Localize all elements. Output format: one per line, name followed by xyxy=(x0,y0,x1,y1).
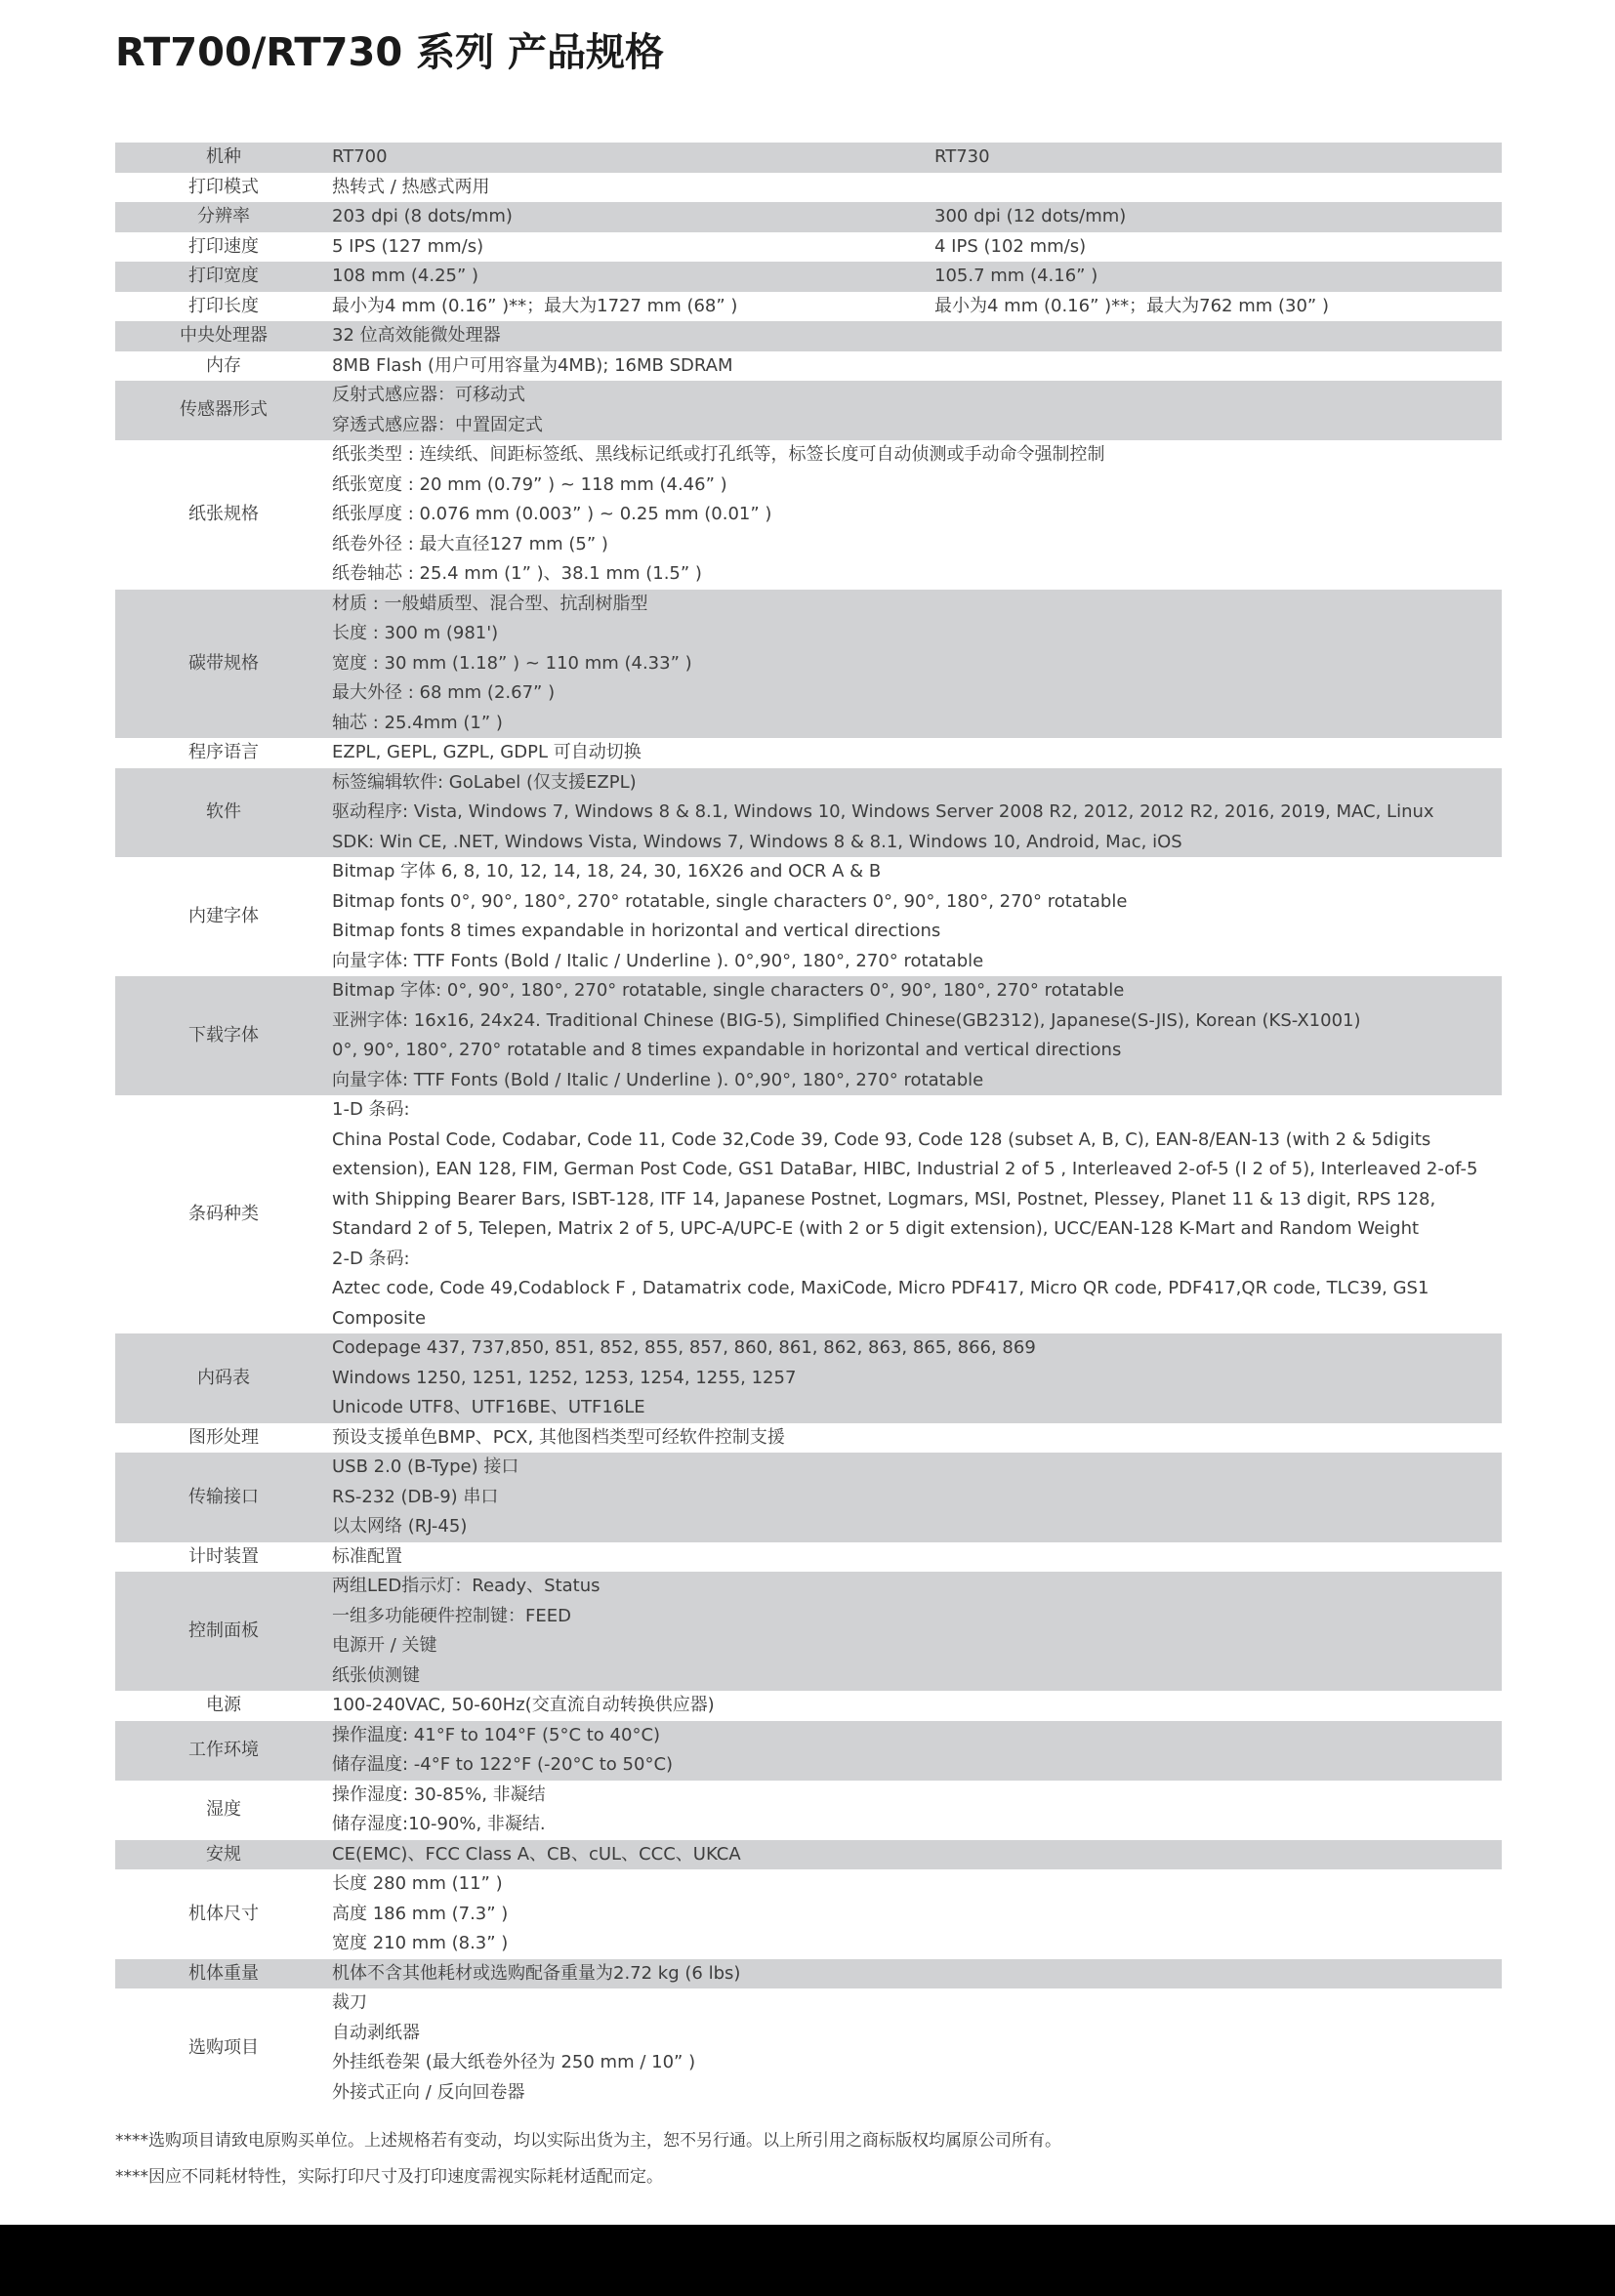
spec-row-values xyxy=(332,321,1502,351)
spec-value-line: 亚洲字体: 16x16, 24x24. Traditional Chinese (BIG-5), Simplified Chinese(GB2312), Japanese(S-JIS), Korean (KS-X1001) xyxy=(332,1009,1361,1031)
spec-row-values xyxy=(332,1781,1502,1840)
spec-row-software xyxy=(115,768,1502,858)
spec-row-label: 机体尺寸 xyxy=(188,1903,259,1924)
spec-row-ribbon-spec xyxy=(115,590,1502,739)
spec-row-label: 内存 xyxy=(206,354,241,376)
spec-value-line: 外挂纸卷架 (最大纸卷外径为 250 mm / 10” ) xyxy=(332,2052,696,2072)
spec-value-col1: 5 IPS (127 mm/s) xyxy=(332,235,484,257)
spec-row-values xyxy=(332,1423,1502,1454)
spec-row-label: 内码表 xyxy=(197,1367,250,1388)
footer-bar xyxy=(0,2225,1615,2296)
spec-row-printer-language xyxy=(115,738,1502,768)
spec-row-label: 传感器形式 xyxy=(180,399,268,421)
spec-row-label: 中央处理器 xyxy=(180,325,268,346)
spec-row-label: 打印长度 xyxy=(188,295,259,316)
spec-value-line: 2-D 条码: xyxy=(332,1248,410,1269)
spec-value-line: 1-D 条码: xyxy=(332,1099,410,1120)
spec-row-label: 打印宽度 xyxy=(188,266,259,286)
spec-row-values xyxy=(332,232,1502,263)
spec-row-cpu xyxy=(115,321,1502,351)
spec-value-line: 一组多功能硬件控制键：FEED xyxy=(332,1605,571,1626)
spec-value-line: 自动剥纸器 xyxy=(332,2022,420,2043)
spec-value-line: 纸张宽度 : 20 mm (0.79” ) ~ 118 mm (4.46” ) xyxy=(332,473,727,495)
spec-row-label: 控制面板 xyxy=(188,1620,259,1641)
spec-value-line: 两组LED指示灯：Ready、Status xyxy=(332,1576,600,1596)
footnote-options: ****选购项目请致电原购买单位。上述规格若有变动，均以实际出货为主，恕不另行通。以上所引用之商标版权均属原公司所有。 xyxy=(115,2131,1061,2151)
spec-table xyxy=(115,143,1502,2108)
spec-value-line: 纸张厚度 : 0.076 mm (0.003” ) ~ 0.25 mm (0.01” ) xyxy=(332,504,772,524)
spec-value-line: 标签编辑软件: GoLabel (仅支援EZPL) xyxy=(332,771,637,793)
spec-row-label: 内建字体 xyxy=(188,905,259,926)
spec-row-values xyxy=(332,1869,1502,1959)
spec-value-line: 外接式正向 / 反向回卷器 xyxy=(332,2081,525,2103)
spec-row-values xyxy=(332,440,1502,590)
spec-value-line: 长度 : 300 m (981') xyxy=(332,623,499,643)
spec-row-values xyxy=(332,1988,1502,2108)
spec-value-line: 热转式 / 热感式两用 xyxy=(332,176,490,197)
footnotes xyxy=(115,2123,1502,2195)
spec-row-print-width xyxy=(115,262,1502,292)
spec-row-print-speed xyxy=(115,232,1502,263)
spec-row-label: 打印模式 xyxy=(188,176,259,197)
spec-value-col2: 4 IPS (102 mm/s) xyxy=(934,235,1087,257)
spec-value-line: EZPL, GEPL, GZPL, GDPL 可自动切换 xyxy=(332,742,642,762)
spec-row-values xyxy=(332,857,1502,976)
spec-row-values xyxy=(332,590,1502,739)
spec-value-line: USB 2.0 (B-Type) 接口 xyxy=(332,1456,519,1477)
spec-row-interfaces xyxy=(115,1453,1502,1542)
spec-row-values xyxy=(332,738,1502,768)
spec-value-line: 高度 186 mm (7.3” ) xyxy=(332,1903,509,1924)
spec-value-line: 纸卷外径 : 最大直径127 mm (5” ) xyxy=(332,533,608,554)
spec-value-col2: RT730 xyxy=(934,146,990,167)
spec-value-line: 裁刀 xyxy=(332,1992,367,2013)
spec-row-graphics xyxy=(115,1423,1502,1454)
spec-row-machine-type xyxy=(115,143,1502,173)
spec-value-line: Bitmap 字体: 0°, 90°, 180°, 270° rotatable, single characters 0°, 90°, 180°, 270° rotatable xyxy=(332,980,1125,1001)
page-title: RT700/RT730 系列 产品规格 xyxy=(115,30,665,75)
spec-row-environment xyxy=(115,1721,1502,1781)
spec-value-line: 向量字体: TTF Fonts (Bold / Italic / Underline ). 0°,90°, 180°, 270° rotatable xyxy=(332,950,984,971)
spec-value-line: 电源开 / 关键 xyxy=(332,1635,437,1656)
spec-row-weight xyxy=(115,1959,1502,1989)
spec-row-resolution xyxy=(115,202,1502,232)
spec-row-dimensions xyxy=(115,1869,1502,1959)
spec-row-barcodes xyxy=(115,1095,1502,1333)
spec-value-line: 机体不含其他耗材或选购配备重量为2.72 kg (6 lbs) xyxy=(332,1962,741,1984)
spec-row-rtc xyxy=(115,1542,1502,1573)
spec-value-col1: 108 mm (4.25” ) xyxy=(332,266,479,286)
spec-value-line: 宽度 210 mm (8.3” ) xyxy=(332,1933,509,1953)
spec-row-values xyxy=(332,976,1502,1095)
spec-row-agency-approvals xyxy=(115,1840,1502,1870)
spec-value-col1: 203 dpi (8 dots/mm) xyxy=(332,206,513,226)
spec-row-label: 湿度 xyxy=(206,1798,241,1820)
spec-row-label: 计时装置 xyxy=(188,1545,259,1567)
spec-row-values xyxy=(332,1095,1502,1333)
spec-value-line: 纸卷轴芯 : 25.4 mm (1” )、38.1 mm (1.5” ) xyxy=(332,563,702,584)
spec-value-line: 轴芯 : 25.4mm (1” ) xyxy=(332,712,503,733)
spec-value-line: 宽度 : 30 mm (1.18” ) ~ 110 mm (4.33” ) xyxy=(332,652,692,674)
spec-row-memory xyxy=(115,351,1502,382)
spec-row-options xyxy=(115,1988,1502,2108)
spec-row-label: 机种 xyxy=(206,146,241,167)
spec-value-line: RS-232 (DB-9) 串口 xyxy=(332,1486,499,1507)
spec-row-label: 分辨率 xyxy=(197,206,250,226)
spec-row-label: 工作环境 xyxy=(188,1739,259,1760)
spec-row-codepages xyxy=(115,1333,1502,1423)
spec-value-line: 最大外径 : 68 mm (2.67” ) xyxy=(332,682,556,703)
spec-row-values xyxy=(332,381,1502,440)
footnote-media: ****因应不同耗材特性，实际打印尺寸及打印速度需视实际耗材适配而定。 xyxy=(115,2167,663,2187)
spec-value-line: 驱动程序: Vista, Windows 7, Windows 8 & 8.1, Windows 10, Windows Server 2008 R2, 2012, 2012 R2, 2016, 2019, MAC, Linux xyxy=(332,801,1434,822)
spec-row-label: 图形处理 xyxy=(188,1426,259,1448)
spec-row-values xyxy=(332,1721,1502,1781)
spec-row-values xyxy=(332,1572,1502,1691)
spec-value-line: 操作温度: 41°F to 104°F (5°C to 40°C) xyxy=(332,1724,661,1745)
spec-value-line: Unicode UTF8、UTF16BE、UTF16LE xyxy=(332,1397,645,1417)
spec-value-line: China Postal Code, Codabar, Code 11, Code 32,Code 39, Code 93, Code 128 (subset A, B, C), EAN-8/EAN-13 (with 2 & 5digits extension), EAN 128, FIM, German Post Code, GS1 DataBar, HIBC, Industrial 2 of 5 , Interleaved 2-of-5 (I 2 of 5), Interleaved 2-of-5 with Shipping Bearer Bars, ISBT-128, ITF 14, Japanese Postnet, Logmars, MSI, Postnet, Plessey, Planet 11 & 13 digit, RPS 128, Standard 2 of 5, Telepen, Matrix 2 of 5, UPC-A/UPC-E (with 2 or 5 digit extension), UCC/EAN-128 K-Mart and Random Weight xyxy=(332,1128,1478,1239)
spec-row-values xyxy=(332,262,1502,292)
spec-row-label: 机体重量 xyxy=(188,1962,259,1984)
spec-row-humidity xyxy=(115,1781,1502,1840)
spec-row-power xyxy=(115,1691,1502,1721)
spec-value-line: 操作湿度: 30-85%, 非凝结 xyxy=(332,1784,546,1805)
spec-value-line: Windows 1250, 1251, 1252, 1253, 1254, 1255, 1257 xyxy=(332,1367,797,1388)
spec-row-values xyxy=(332,1691,1502,1721)
spec-value-line: 预设支援单色BMP、PCX, 其他图档类型可经软件控制支援 xyxy=(332,1426,785,1448)
spec-row-values xyxy=(332,202,1502,232)
spec-row-control-panel xyxy=(115,1572,1502,1691)
spec-value-line: 储存温度: -4°F to 122°F (-20°C to 50°C) xyxy=(332,1754,674,1775)
spec-value-line: Bitmap 字体 6, 8, 10, 12, 14, 18, 24, 30, 16X26 and OCR A & B xyxy=(332,861,882,882)
spec-row-print-length xyxy=(115,292,1502,322)
spec-row-label: 程序语言 xyxy=(188,742,259,762)
spec-row-values xyxy=(332,351,1502,382)
spec-row-label: 电源 xyxy=(206,1695,241,1715)
spec-row-label: 传输接口 xyxy=(188,1486,259,1507)
spec-row-download-fonts xyxy=(115,976,1502,1095)
spec-row-sensors xyxy=(115,381,1502,440)
spec-value-line: Bitmap fonts 0°, 90°, 180°, 270° rotatable, single characters 0°, 90°, 180°, 270° rotatable xyxy=(332,890,1128,912)
spec-row-values xyxy=(332,1959,1502,1989)
spec-value-line: 材质 : 一般蜡质型、混合型、抗刮树脂型 xyxy=(332,593,648,614)
spec-row-label: 选购项目 xyxy=(188,2036,259,2058)
spec-value-line: 反射式感应器：可移动式 xyxy=(332,385,525,405)
spec-value-line: 8MB Flash (用户可用容量为4MB); 16MB SDRAM xyxy=(332,354,733,376)
spec-row-print-mode xyxy=(115,173,1502,203)
spec-value-line: Aztec code, Code 49,Codablock F , Datamatrix code, MaxiCode, Micro PDF417, Micro QR code, PDF417,QR code, TLC39, GS1 Composite xyxy=(332,1278,1429,1329)
spec-row-resident-fonts xyxy=(115,857,1502,976)
spec-row-label: 碳带规格 xyxy=(188,652,259,674)
spec-row-values xyxy=(332,1840,1502,1870)
spec-value-line: SDK: Win CE, .NET, Windows Vista, Windows 7, Windows 8 & 8.1, Windows 10, Android, Mac, iOS xyxy=(332,831,1182,852)
spec-row-label: 纸张规格 xyxy=(188,504,259,524)
spec-value-line: 长度 280 mm (11” ) xyxy=(332,1873,503,1894)
spec-value-line: 纸张类型 : 连续纸、间距标签纸、黑线标记纸或打孔纸等，标签长度可自动侦测或手动命令强制控制 xyxy=(332,444,1105,465)
spec-value-line: 穿透式感应器：中置固定式 xyxy=(332,414,543,435)
spec-row-values xyxy=(332,1453,1502,1542)
spec-value-line: 储存湿度:10-90%, 非凝结. xyxy=(332,1814,546,1834)
spec-value-line: CE(EMC)、FCC Class A、CB、cUL、CCC、UKCA xyxy=(332,1843,741,1865)
spec-value-col1: RT700 xyxy=(332,146,388,167)
spec-value-line: Bitmap fonts 8 times expandable in horizontal and vertical directions xyxy=(332,921,941,941)
spec-value-col2: 300 dpi (12 dots/mm) xyxy=(934,206,1127,226)
spec-value-col2: 最小为4 mm (0.16” )**；最大为762 mm (30” ) xyxy=(934,295,1329,316)
spec-value-line: Codepage 437, 737,850, 851, 852, 855, 857, 860, 861, 862, 863, 865, 866, 869 xyxy=(332,1337,1036,1358)
spec-value-line: 纸张侦测键 xyxy=(332,1664,420,1686)
spec-row-values xyxy=(332,768,1502,858)
spec-row-label: 下载字体 xyxy=(188,1024,259,1046)
spec-row-values xyxy=(332,1542,1502,1573)
spec-value-line: 标准配置 xyxy=(332,1545,402,1567)
spec-row-label: 条码种类 xyxy=(188,1203,259,1224)
spec-value-line: 以太网络 (RJ-45) xyxy=(332,1516,468,1537)
spec-row-values xyxy=(332,1333,1502,1423)
spec-row-label: 打印速度 xyxy=(188,235,259,257)
spec-row-label: 软件 xyxy=(206,801,241,822)
spec-value-line: 0°, 90°, 180°, 270° rotatable and 8 times expandable in horizontal and vertical directions xyxy=(332,1040,1122,1060)
spec-row-values xyxy=(332,292,1502,322)
spec-row-media-spec xyxy=(115,440,1502,590)
spec-row-values xyxy=(332,173,1502,203)
spec-value-col2: 105.7 mm (4.16” ) xyxy=(934,266,1098,286)
spec-value-line: 向量字体: TTF Fonts (Bold / Italic / Underline ). 0°,90°, 180°, 270° rotatable xyxy=(332,1069,984,1090)
spec-value-line: 100-240VAC, 50-60Hz(交直流自动转换供应器) xyxy=(332,1695,715,1715)
spec-value-col1: 最小为4 mm (0.16” )**；最大为1727 mm (68” ) xyxy=(332,295,738,316)
spec-value-line: 32 位高效能微处理器 xyxy=(332,325,501,346)
spec-row-values xyxy=(332,143,1502,173)
spec-row-label: 安规 xyxy=(206,1843,241,1865)
